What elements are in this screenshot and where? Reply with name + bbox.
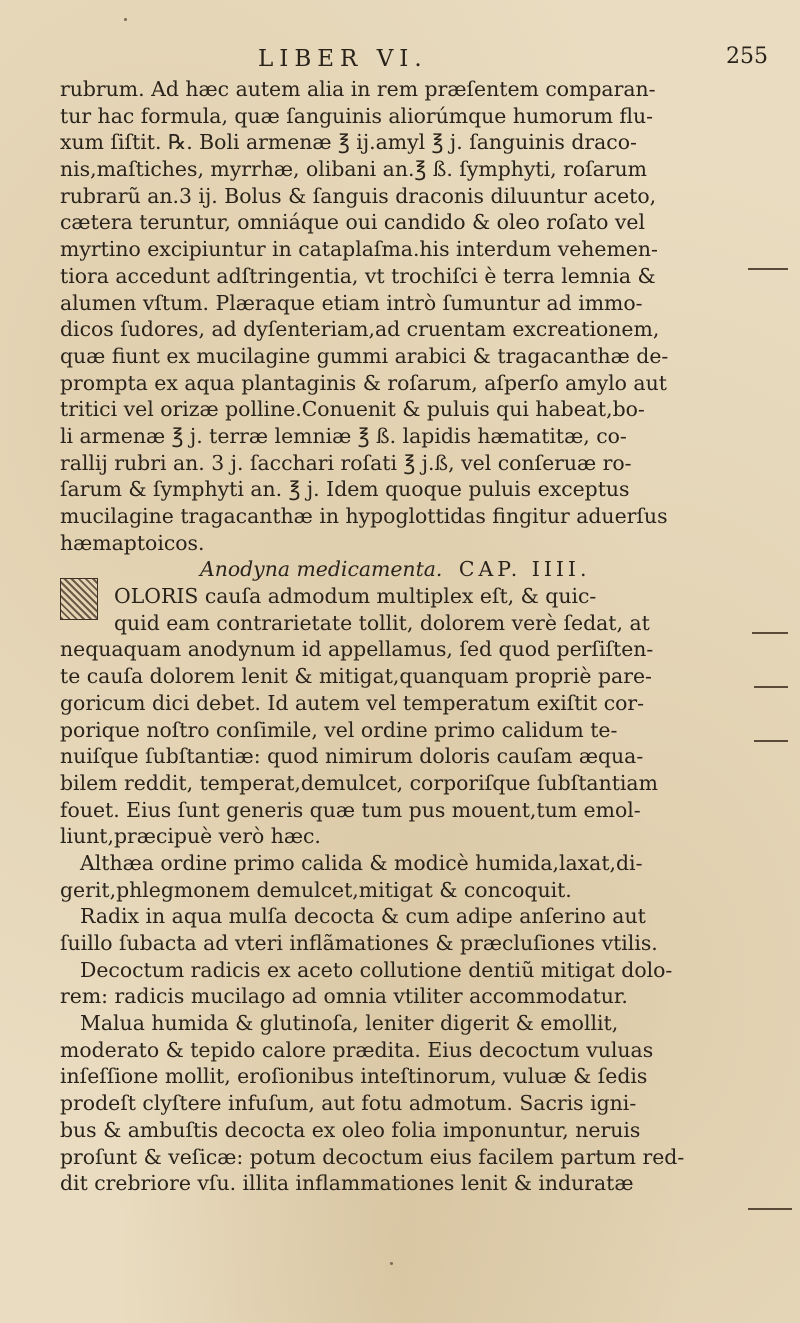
margin-mark xyxy=(752,632,788,634)
book-numeral: VI. xyxy=(376,46,428,72)
text-line: prompta ex aqua plantaginis & roſarum, aſperſo amylo aut xyxy=(60,370,667,395)
text-line: xum ſiſtit. ℞. Boli armenæ ℥ ij.amyl ℥ j. ſanguinis draco- xyxy=(60,130,637,155)
text-line: rallij rubri an. 3 j. ſacchari roſati ℥ j.ß, vel conſeruæ ro- xyxy=(60,450,632,475)
text-line: alumen vſtum. Plæraque etiam intrò ſumuntur ad immo- xyxy=(60,290,643,315)
text-line: fouet. Eius ſunt generis quæ tum pus mouent,tum emol- xyxy=(60,797,641,822)
text-line: te cauſa dolorem lenit & mitigat,quanquam propriè pare- xyxy=(60,664,652,689)
text-line: rubrum. Ad hæc autem alia in rem præſentem comparan- xyxy=(60,77,656,101)
text-line: rem: radicis mucilago ad omnia vtiliter accommodatur. xyxy=(60,984,628,1009)
paper-speck xyxy=(124,18,127,21)
text-line: Decoctum radicis ex aceto collutione dentiũ mitigat dolo- xyxy=(80,957,673,982)
text-line: mucilagine tragacanthæ in hypoglottidas fingitur aduerſus xyxy=(60,504,668,528)
text-line: nis,maſtiches, myrrhæ, olibani an.℥ ß. ſymphyti, roſarum xyxy=(60,157,648,182)
text-line: hæmaptoicos. xyxy=(60,530,205,555)
text-line: tritici vel orizæ polline.Conuenit & puluis qui habeat,bo- xyxy=(60,397,645,422)
margin-mark xyxy=(754,686,788,688)
margin-mark xyxy=(748,1208,792,1210)
text-line: Althæa ordine primo calida & modicè humida,laxat,di- xyxy=(80,850,643,875)
paper-speck xyxy=(390,1262,393,1265)
text-line: li armenæ ℥ j. terræ lemniæ ℥ ß. lapidis hæmatitæ, co- xyxy=(60,423,627,448)
body-text xyxy=(60,76,740,1197)
page-number: 255 xyxy=(726,44,768,69)
text-line: cætera teruntur, omniáque oui candido & oleo roſato vel xyxy=(60,210,646,235)
running-head xyxy=(258,46,428,72)
chapter-number: CAP. IIII. xyxy=(458,557,591,582)
text-line: porique noſtro conſimile, vel ordine primo calidum te- xyxy=(60,717,618,742)
ornamental-initial xyxy=(60,578,98,620)
text-line: Malua humida & glutinoſa, leniter digerit & emollit, xyxy=(80,1011,619,1036)
book-label: LIBER xyxy=(258,46,364,72)
text-line: nuiſque ſubſtantiæ: quod nimirum doloris cauſam æqua- xyxy=(60,744,644,769)
text-line: prodeſt clyſtere infuſum, aut fotu admotum. Sacris igni- xyxy=(60,1091,637,1116)
text-line: bus & ambuſtis decocta ex oleo folia imponuntur, neruis xyxy=(60,1117,641,1142)
text-line: liunt,præcipuè verò hæc. xyxy=(60,824,321,849)
text-line: myrtino excipiuntur in cataplaſma.his interdum vehemen- xyxy=(60,237,658,262)
paragraph-block-3 xyxy=(60,850,740,1197)
dropcap-line: OLORIS cauſa admodum multiplex eſt, & quic- xyxy=(114,584,597,609)
text-line: ſarum & ſymphyti an. ℥ j. Idem quoque puluis exceptus xyxy=(60,477,630,502)
text-line: nequaquam anodynum id appellamus, ſed quod perſiſten- xyxy=(60,637,654,662)
text-line: rubrarũ an.3 ij. Bolus & ſanguis draconis diluuntur aceto, xyxy=(60,183,657,208)
text-line: tiora accedunt adſtringentia, vt trochiſci è terra lemnia & xyxy=(60,263,656,288)
paragraph-block-1 xyxy=(60,76,740,556)
text-line: dit crebriore vſu. illita inflammationes lenit & induratæ xyxy=(60,1171,634,1196)
text-line: inſeſſione mollit, eroſionibus inteſtinorum, vuluæ & ſedis xyxy=(60,1064,648,1089)
text-line: proſunt & veſicæ: potum decoctum eius facilem partum red- xyxy=(60,1144,685,1169)
text-line: goricum dici debet. Id autem vel temperatum exiſtit cor- xyxy=(60,690,645,715)
paragraph-block-2 xyxy=(60,636,740,850)
margin-mark xyxy=(754,740,788,742)
text-line: bilem reddit, temperat,demulcet, corporiſque ſubſtantiam xyxy=(60,770,658,795)
text-line: dicos ſudores, ad dyſenteriam,ad cruentam excreationem, xyxy=(60,317,660,342)
text-line: gerit,phlegmonem demulcet,mitigat & concoquit. xyxy=(60,877,572,902)
chapter-heading xyxy=(60,556,740,583)
text-line: quæ fiunt ex mucilagine gummi arabici & tragacanthæ de- xyxy=(60,343,669,368)
chapter-title: Anodyna medicamenta. xyxy=(200,557,443,582)
margin-mark xyxy=(748,268,788,270)
text-line: moderato & tepido calore prædita. Eius decoctum vuluas xyxy=(60,1037,654,1062)
dropcap-line-2: quid eam contrarietate tollit, dolorem verè ſedat, at xyxy=(114,610,650,635)
text-line: tur hac formula, quæ ſanguinis aliorúmque humorum flu- xyxy=(60,103,654,128)
text-line: Radix in aqua mulſa decocta & cum adipe anſerino aut xyxy=(80,904,646,929)
text-line: ſuillo ſubacta ad vteri inflãmationes & præcluſiones vtilis. xyxy=(60,931,658,955)
